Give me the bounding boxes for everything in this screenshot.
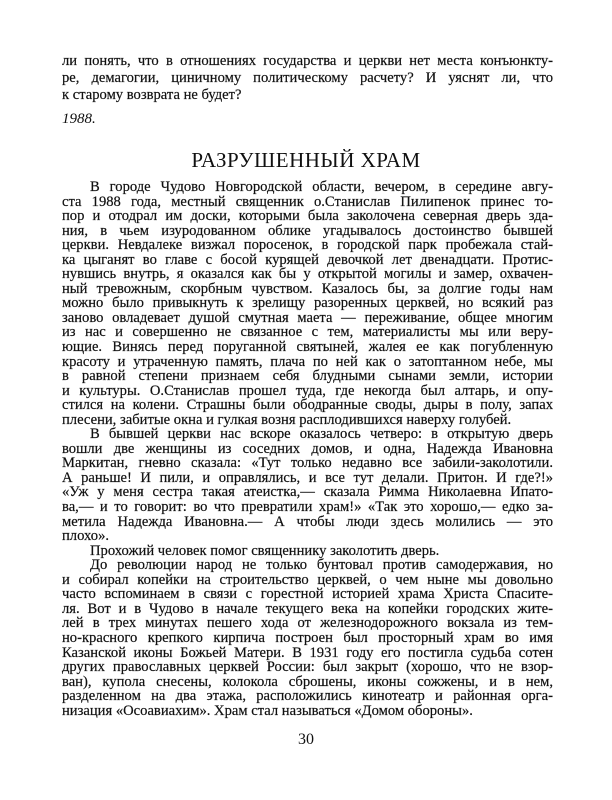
text-line: и культуры. О.Станислав прошел туда, где некогда был алтарь, и опу- xyxy=(62,382,553,399)
text-line: заново овладевает душой смутная маета — переживание, общее многим xyxy=(62,309,553,326)
text-line: и собирал копейки на строительство церквей, о чем ныне мы довольно xyxy=(62,571,553,588)
text-line: вошли две женщины из соседних домов, и одна, Надежда Ивановна xyxy=(62,440,553,457)
text-line: ка цыганят во главе с босой курящей девочкой лет двенадцати. Протис- xyxy=(62,251,553,268)
text-line: До революции народ не только бунтовал против самодержавия, но xyxy=(90,557,553,574)
chapter-title: РАЗРУШЕННЫЙ ХРАМ xyxy=(191,148,421,172)
text-line: часто вспоминаем в связи с горестной историей храма Христа Спасите- xyxy=(62,586,553,603)
text-line: пор и отодрал им доски, которыми была заколочена северная дверь зда- xyxy=(62,208,553,225)
text-line: Прохожий человек помог священнику заколотить дверь. xyxy=(90,542,440,559)
text-line: ли понять, что в отношениях государства и церкви нет места конъюнкту- xyxy=(62,53,553,69)
paragraph xyxy=(62,427,553,543)
text-line: В бывшей церкви нас вскоре оказалось четверо: в открытую дверь xyxy=(90,426,553,443)
page-number: 30 xyxy=(298,731,314,748)
text-line: ния, в чьем изуродованном облике угадывалось достоинство бывшей xyxy=(62,222,553,239)
text-line: нувшись внутрь, я оказался как бы у открытой могилы и замер, охвачен- xyxy=(62,266,553,283)
body-text xyxy=(62,180,553,718)
text-line: Маркитан, гневно сказала: «Тут только недавно все забили-заколотили. xyxy=(62,455,553,472)
text-line: стился на колени. Страшны были ободранные своды, дыры в полу, запах xyxy=(62,397,553,414)
text-line: «Уж у меня сестра такая атеистка,— сказала Римма Николаевна Ипато- xyxy=(62,484,553,501)
text-line: низация «Осоавиахим». Храм стал называться «Домом обороны». xyxy=(62,702,473,719)
date: 1988. xyxy=(62,111,96,127)
text-line: в равной степени признаем себя блудными сынами земли, истории xyxy=(62,368,553,385)
text-line: ный тревожным, скорбным чувством. Казалось бы, за долгие годы нам xyxy=(62,280,553,297)
text-line: ля. Вот и в Чудово в начале текущего века на копейки городских жите- xyxy=(62,600,553,617)
text-line: разделенном на два этажа, расположились кинотеатр и районная орга- xyxy=(62,688,553,705)
text-line: плохо». xyxy=(62,528,110,545)
text-line: но-красного крепкого кирпича построен был просторный храм во имя xyxy=(62,629,553,646)
text-line: ста 1988 года, местный священник о.Станислав Пилипенок принес то- xyxy=(62,193,553,210)
text-line: из нас и совершенно не связанное с тем, материалисты мы или веру- xyxy=(62,324,553,341)
text-line: можно было привыкнуть к зрелищу разоренных церквей, но всякий раз xyxy=(62,295,553,312)
text-line: лей в трех минутах пешего хода от железнодорожного вокзала из тем- xyxy=(62,615,553,632)
paragraph xyxy=(62,180,553,427)
text-line: церкви. Невдалеке визжал поросенок, в городской парк пробежала стай- xyxy=(62,237,553,254)
text-line: других православных церквей России: был закрыт (хорошо, что не взор- xyxy=(62,659,553,676)
text-line: А раньше! И пили, и оправлялись, и все тут делали. Притон. И где?!» xyxy=(62,469,553,486)
paragraph xyxy=(62,544,553,559)
text-line: ре, демагогии, циничному политическому расчету? И уяснят ли, что xyxy=(62,70,553,86)
intro-paragraph xyxy=(62,53,553,104)
text-line: В городе Чудово Новгородской области, вечером, в середине авгу- xyxy=(90,179,553,195)
paragraph xyxy=(62,558,553,718)
text-line: ющие. Винясь перед поруганной святыней, жалея ее как погубленную xyxy=(62,339,553,356)
text-line: Казанской иконы Божьей Матери. В 1931 году его постигла судьба сотен xyxy=(62,644,553,661)
text-line: ва,— и то говорит: во что превратили храм!» «Так это хорошо,— едко за- xyxy=(62,499,553,516)
text-line: к старому возврата не будет? xyxy=(62,87,242,103)
text-line: метила Надежда Ивановна.— А чтобы люди здесь молились — это xyxy=(62,513,553,530)
text-line: плесени, забитые окна и гулкая возня расплодившихся наверху голубей. xyxy=(62,411,512,428)
text-line: красоту и утраченную память, плача по ней как о затоптанном небе, мы xyxy=(62,353,553,370)
text-line: ван), купола снесены, колокола сброшены, иконы сожжены, и в нем, xyxy=(62,673,553,690)
